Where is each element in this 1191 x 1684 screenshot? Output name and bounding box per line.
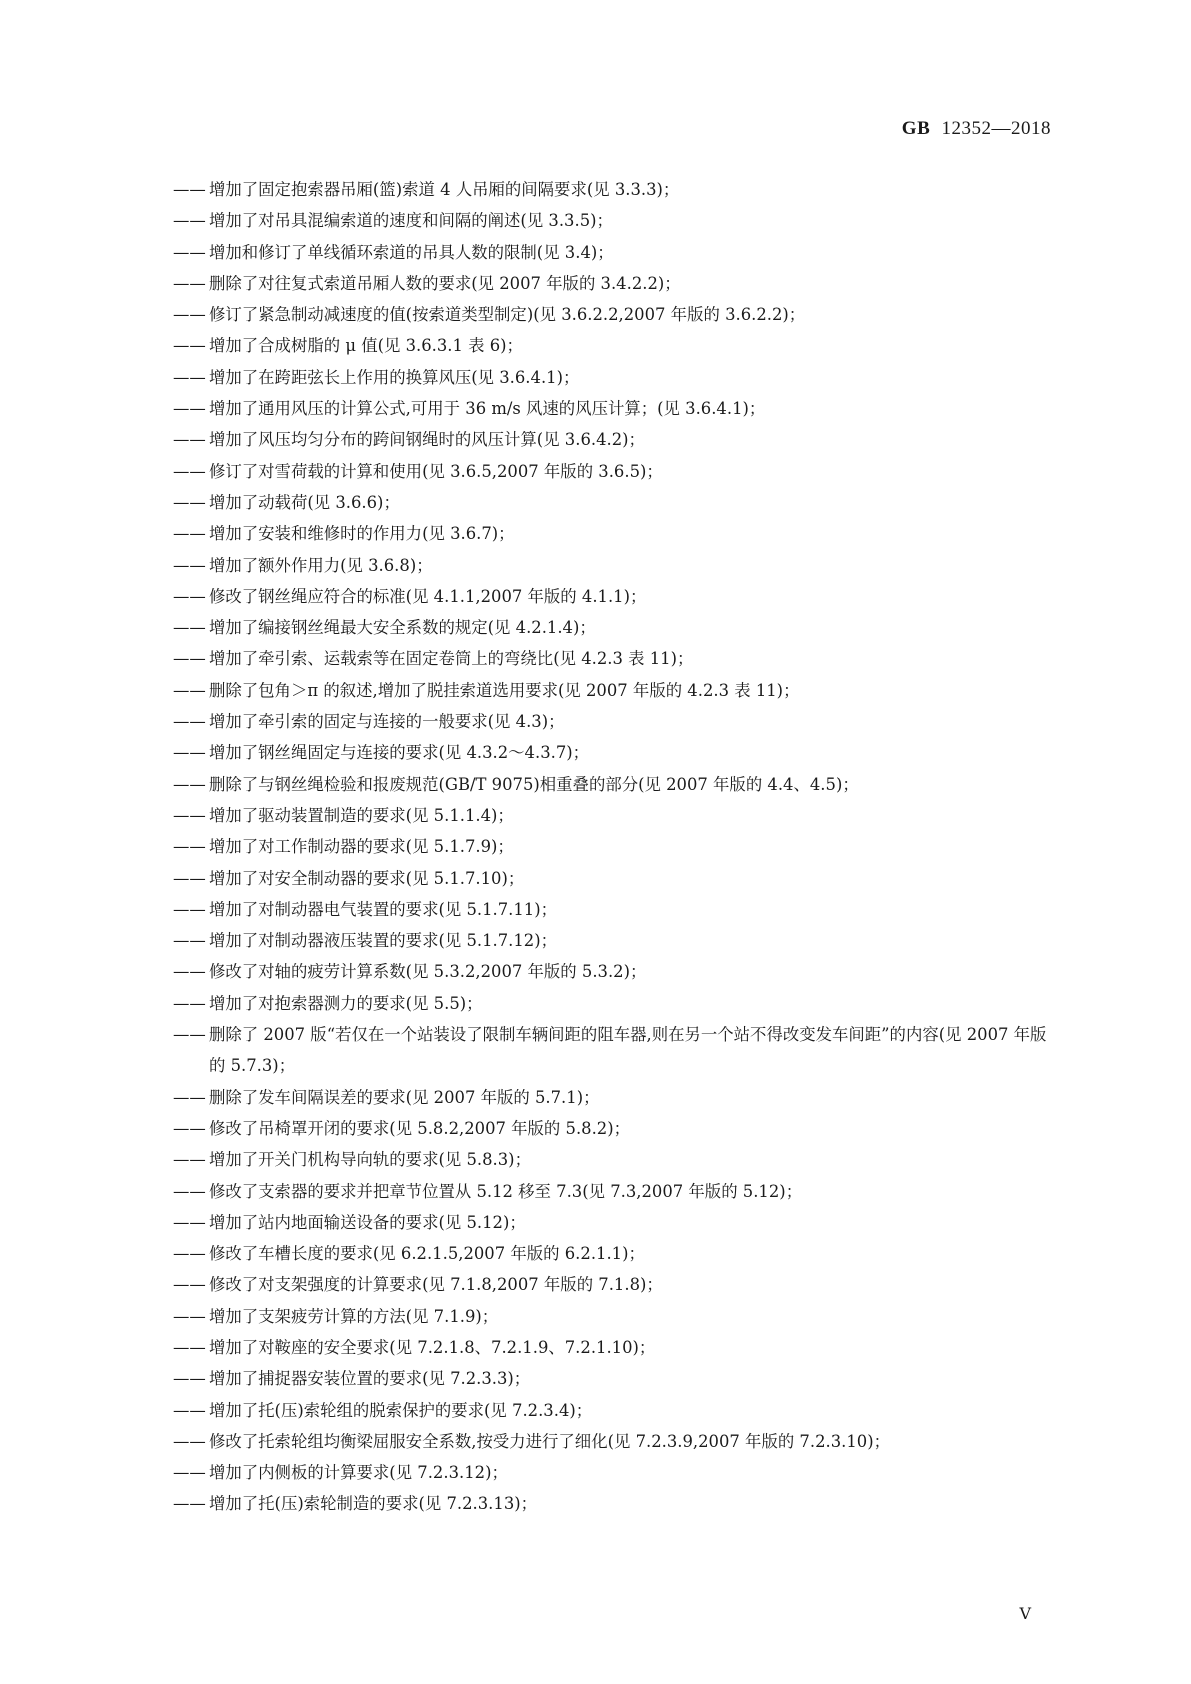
list-dash: ——: [173, 1369, 206, 1389]
change-list-item: [173, 1113, 1053, 1144]
change-list-item: [173, 174, 1053, 205]
list-dash: ——: [173, 1025, 206, 1045]
change-list-item: [173, 1332, 1053, 1363]
change-list-item: [173, 1488, 1053, 1519]
list-dash: ——: [173, 1306, 206, 1326]
list-dash: ——: [173, 1337, 206, 1357]
change-list-item: [173, 1176, 1053, 1207]
list-dash: ——: [173, 1118, 206, 1138]
change-item-text: 删除了对往复式索道吊厢人数的要求(见 2007 年版的 3.4.2.2)；: [209, 273, 681, 293]
change-item-text: 增加了对安全制动器的要求(见 5.1.7.10)；: [209, 868, 525, 888]
change-item-text: 增加了开关门机构导向轨的要求(见 5.8.3)；: [209, 1150, 531, 1170]
list-dash: ——: [173, 180, 206, 199]
list-dash: ——: [173, 649, 206, 669]
change-item-text: 增加了对制动器电气装置的要求(见 5.1.7.11)；: [209, 899, 558, 919]
list-dash: ——: [173, 805, 206, 825]
change-item-text: 修改了托索轮组均衡梁屈服安全系数,按受力进行了细化(见 7.2.3.9,2007 年版的 7.2.3.10)；: [209, 1431, 890, 1451]
change-list-item: [173, 643, 1053, 674]
list-dash: ——: [173, 367, 206, 387]
change-item-text: 增加了对制动器液压装置的要求(见 5.1.7.12)；: [209, 931, 558, 951]
change-item-text: 修改了对支架强度的计算要求(见 7.1.8,2007 年版的 7.1.8)；: [209, 1275, 663, 1295]
change-item-text: 修改了车槽长度的要求(见 6.2.1.5,2007 年版的 6.2.1.1)；: [209, 1244, 645, 1264]
standard-code: GB: [901, 118, 931, 139]
change-item-text: 增加了对鞍座的安全要求(见 7.2.1.8、7.2.1.9、7.2.1.10)；: [209, 1337, 656, 1357]
list-dash: ——: [173, 1494, 206, 1514]
change-list-item: [173, 237, 1053, 268]
change-list-item: [173, 205, 1053, 236]
change-list-item: [173, 1082, 1053, 1113]
change-item-text: 增加了对工作制动器的要求(见 5.1.7.9)；: [209, 837, 514, 857]
change-list-item: [173, 550, 1053, 581]
list-dash: ——: [173, 993, 206, 1013]
list-dash: ——: [173, 1150, 206, 1170]
change-list-item: [173, 268, 1053, 299]
change-item-text: 增加了风压均匀分布的跨间钢绳时的风压计算(见 3.6.4.2)；: [209, 430, 645, 450]
change-list-item: [173, 1457, 1053, 1488]
change-list-item: [173, 393, 1053, 424]
change-list-item: [173, 956, 1053, 987]
list-dash: ——: [173, 273, 206, 293]
list-dash: ——: [173, 1431, 206, 1451]
change-list-item: [173, 299, 1053, 330]
change-item-text: 增加了内侧板的计算要求(见 7.2.3.12)；: [209, 1463, 508, 1483]
list-dash: ——: [173, 586, 206, 606]
change-item-text: 增加了对吊具混编索道的速度和间隔的阐述(见 3.3.5)；: [209, 211, 613, 231]
change-item-text: 增加了安装和维修时的作用力(见 3.6.7)；: [209, 524, 515, 544]
change-item-text: 增加了牵引索的固定与连接的一般要求(见 4.3)；: [209, 712, 565, 732]
list-dash: ——: [173, 774, 206, 794]
change-item-text: 修改了钢丝绳应符合的标准(见 4.1.1,2007 年版的 4.1.1)；: [209, 586, 647, 606]
change-item-text: 增加和修订了单线循环索道的吊具人数的限制(见 3.4)；: [209, 242, 614, 262]
change-list-item: [173, 362, 1053, 393]
change-list-item: [173, 800, 1053, 831]
change-item-text: 增加了合成树脂的 μ 值(见 3.6.3.1 表 6)；: [209, 336, 523, 356]
list-dash: ——: [173, 430, 206, 450]
list-dash: ——: [173, 618, 206, 638]
change-list-item: [173, 1238, 1053, 1269]
list-dash: ——: [173, 211, 206, 231]
list-dash: ——: [173, 555, 206, 575]
list-dash: ——: [173, 1244, 206, 1264]
document-header: [902, 118, 1051, 140]
change-list-item: [173, 1395, 1053, 1426]
list-dash: ——: [173, 1087, 206, 1107]
change-list-item: [173, 1426, 1053, 1457]
change-item-text: 增加了固定抱索器吊厢(篮)索道 4 人吊厢的间隔要求(见 3.3.3)；: [209, 180, 680, 199]
change-item-text: 增加了额外作用力(见 3.6.8)；: [209, 555, 433, 575]
change-item-text: 删除了包角＞π 的叙述,增加了脱挂索道选用要求(见 2007 年版的 4.2.3 表 11)；: [209, 680, 800, 700]
list-dash: ——: [173, 712, 206, 732]
list-dash: ——: [173, 305, 206, 325]
list-dash: ——: [173, 743, 206, 763]
change-list-item: [173, 831, 1053, 862]
change-item-text: 修订了紧急制动减速度的值(按索道类型制定)(见 3.6.2.2,2007 年版的 3.6.2.2)；: [209, 305, 806, 325]
change-list-item: [173, 1269, 1053, 1300]
change-list: [173, 174, 1053, 1520]
change-item-text: 删除了与钢丝绳检验和报废规范(GB/T 9075)相重叠的部分(见 2007 年版的 4.4、4.5)；: [209, 774, 859, 794]
change-item-text: 增加了钢丝绳固定与连接的要求(见 4.3.2～4.3.7)；: [209, 743, 590, 763]
list-dash: ——: [173, 1275, 206, 1295]
change-item-text: 增加了在跨距弦长上作用的换算风压(见 3.6.4.1)；: [209, 367, 580, 387]
change-list-item: [173, 612, 1053, 643]
change-list-item: [173, 456, 1053, 487]
list-dash: ——: [173, 399, 206, 419]
change-list-item: [173, 330, 1053, 361]
list-dash: ——: [173, 962, 206, 982]
change-item-text: 增加了托(压)索轮制造的要求(见 7.2.3.13)；: [209, 1494, 538, 1514]
change-item-text: 增加了托(压)索轮组的脱索保护的要求(见 7.2.3.4)；: [209, 1400, 593, 1420]
list-dash: ——: [173, 1400, 206, 1420]
change-list-item: [173, 675, 1053, 706]
change-item-text: 增加了捕捉器安装位置的要求(见 7.2.3.3)；: [209, 1369, 531, 1389]
change-list-item: [173, 1144, 1053, 1175]
change-item-text: 增加了牵引索、运载索等在固定卷筒上的弯绕比(见 4.2.3 表 11)；: [209, 649, 694, 669]
list-dash: ——: [173, 1212, 206, 1232]
change-list-item: [173, 424, 1053, 455]
change-item-text: 增加了支架疲劳计算的方法(见 7.1.9)；: [209, 1306, 499, 1326]
list-dash: ——: [173, 524, 206, 544]
list-dash: ——: [173, 1463, 206, 1483]
change-list-item: [173, 518, 1053, 549]
change-item-text: 增加了驱动装置制造的要求(见 5.1.1.4)；: [209, 805, 514, 825]
list-dash: ——: [173, 680, 206, 700]
change-item-text: 增加了站内地面输送设备的要求(见 5.12)；: [209, 1212, 526, 1232]
change-item-text: 修订了对雪荷载的计算和使用(见 3.6.5,2007 年版的 3.6.5)；: [209, 461, 663, 481]
change-item-text: 增加了动载荷(见 3.6.6)；: [209, 492, 400, 512]
list-dash: ——: [173, 837, 206, 857]
standard-number: 12352—2018: [941, 118, 1051, 139]
change-list-item: [173, 706, 1053, 737]
list-dash: ——: [173, 461, 206, 481]
change-item-text: 删除了发车间隔误差的要求(见 2007 年版的 5.7.1)；: [209, 1087, 600, 1107]
list-dash: ——: [173, 242, 206, 262]
change-list-item: [173, 737, 1053, 768]
page-number: V: [1019, 1604, 1031, 1623]
change-item-text: 修改了对轴的疲劳计算系数(见 5.3.2,2007 年版的 5.3.2)；: [209, 962, 647, 982]
change-item-text: 修改了支索器的要求并把章节位置从 5.12 移至 7.3(见 7.3,2007 年版的 5.12)；: [209, 1181, 803, 1201]
change-item-text: 删除了 2007 版“若仅在一个站装设了限制车辆间距的阻车器,则在另一个站不得改变发车间距”的内容(见 2007 年版的 5.7.3)；: [209, 1025, 1047, 1076]
change-item-text: 修改了吊椅罩开闭的要求(见 5.8.2,2007 年版的 5.8.2)；: [209, 1118, 631, 1138]
change-item-text: 增加了编接钢丝绳最大安全系数的规定(见 4.2.1.4)；: [209, 618, 596, 638]
list-dash: ——: [173, 1181, 206, 1201]
change-list-item: [173, 1363, 1053, 1394]
change-list-item: [173, 1301, 1053, 1332]
change-list-item: [173, 581, 1053, 612]
change-list-item: [173, 1207, 1053, 1238]
list-dash: ——: [173, 336, 206, 356]
list-dash: ——: [173, 868, 206, 888]
change-list-item: [173, 894, 1053, 925]
change-list-item: [173, 487, 1053, 518]
change-list-item: [173, 925, 1053, 956]
change-list-item: [173, 1019, 1053, 1082]
list-dash: ——: [173, 492, 206, 512]
change-list-item: [173, 769, 1053, 800]
change-item-text: 增加了对抱索器测力的要求(见 5.5)；: [209, 993, 483, 1013]
change-list-item: [173, 863, 1053, 894]
change-list-item: [173, 988, 1053, 1019]
list-dash: ——: [173, 899, 206, 919]
list-dash: ——: [173, 931, 206, 951]
change-item-text: 增加了通用风压的计算公式,可用于 36 m/s 风速的风压计算；(见 3.6.4.1)；: [209, 399, 766, 419]
